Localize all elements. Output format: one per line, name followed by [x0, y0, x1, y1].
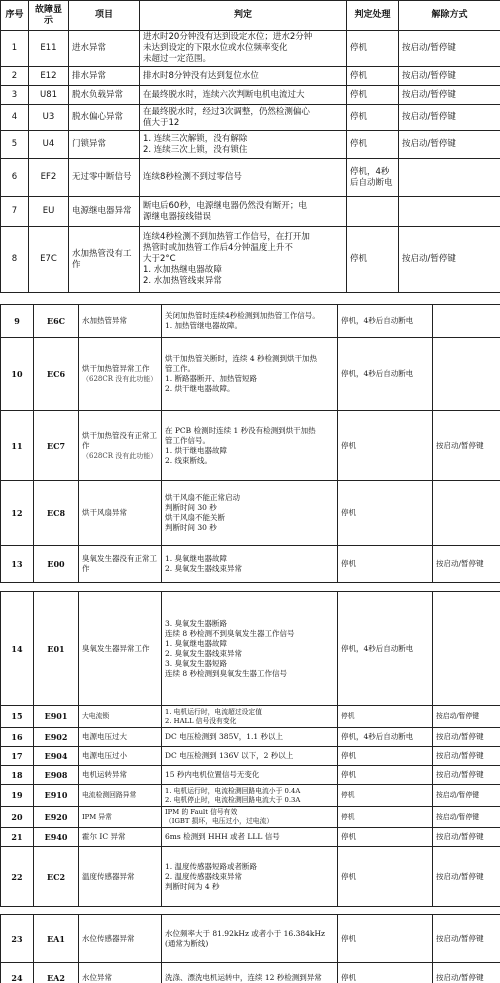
judge-line: 2. 温度传感器线束异常 — [165, 871, 243, 881]
judge-line: 1. 臭氧继电器故障 — [165, 554, 228, 563]
fault-table-3-grid — [0, 591, 500, 907]
cell-action: 停机 — [338, 847, 433, 907]
cell-judge — [162, 915, 338, 963]
cell-judge — [162, 728, 338, 747]
table-row — [1, 807, 500, 828]
item-note: （628CR 没有此功能） — [82, 451, 158, 460]
judge-line: 2. 线束断线。 — [165, 455, 213, 465]
cell-judge — [162, 847, 338, 907]
cell-release: 按启动/暂停键 — [399, 131, 500, 159]
cell-item — [79, 785, 162, 807]
table-row — [1, 481, 500, 546]
cell-code: EC7 — [34, 411, 79, 481]
cell-no: 3 — [1, 86, 29, 105]
cell-action: 停机 — [338, 411, 433, 481]
cell-item — [79, 847, 162, 907]
judge-line: 1. 烘干继电器故障 — [165, 445, 228, 455]
cell-item — [79, 747, 162, 766]
cell-release: 按启动/暂停键 — [399, 227, 500, 293]
item-label: 排水异常 — [72, 70, 107, 81]
header-judge: 判定 — [140, 1, 347, 31]
cell-judge — [162, 481, 338, 546]
cell-action: 停机 — [338, 963, 433, 983]
cell-code: EF2 — [29, 159, 69, 197]
judge-line: DC 电压检测到 385V，1.1 秒以上 — [165, 732, 284, 741]
judge-line: 排水时8分钟没有达到复位水位 — [143, 70, 259, 81]
judge-line: 大于2°C — [143, 254, 176, 264]
cell-action: 停机，4秒后自动断电 — [347, 159, 399, 197]
judge-line: 未达到设定的下限水位或水位频率变化 — [143, 43, 288, 53]
item-label: 烘干加热管异常工作 — [82, 364, 150, 373]
judge-line: 15 秒内电机位置信号无变化 — [165, 770, 260, 779]
cell-code: E7C — [29, 227, 69, 293]
table-row — [1, 747, 500, 766]
judge-line: 1. 加热管继电器故障。 — [165, 321, 243, 330]
cell-code: EU — [29, 197, 69, 227]
table-row — [1, 766, 500, 785]
cell-item — [79, 807, 162, 828]
judge-line: 连续 8 秒检测不到臭氧发生器工作信号 — [165, 628, 295, 638]
cell-release: 按启动/暂停键 — [433, 847, 500, 907]
cell-no: 23 — [1, 915, 34, 963]
cell-item — [69, 197, 140, 227]
cell-judge — [162, 338, 338, 411]
cell-judge — [140, 86, 347, 105]
table-row — [1, 411, 500, 481]
cell-no: 1 — [1, 31, 29, 67]
cell-action: 停机 — [338, 828, 433, 847]
cell-code: U3 — [29, 105, 69, 131]
cell-judge — [162, 706, 338, 728]
judge-line: 连续8秒检测不到过零信号 — [143, 172, 242, 182]
cell-no: 2 — [1, 67, 29, 86]
cell-action: 停机，4秒后自动断电 — [338, 338, 433, 411]
fault-table-2 — [0, 304, 500, 586]
judge-line: 水位频率大于 81.92kHz 或者小于 16.384kHz — [165, 928, 325, 938]
cell-release: 按启动/暂停键 — [433, 706, 500, 728]
judge-line: DC 电压检测到 136V 以下，2 秒以上 — [165, 751, 294, 760]
cell-code: EC2 — [34, 847, 79, 907]
cell-judge — [162, 546, 338, 583]
cell-code: E901 — [34, 706, 79, 728]
cell-judge — [162, 747, 338, 766]
cell-action: 停机 — [347, 67, 399, 86]
cell-action: 停机 — [338, 706, 433, 728]
judge-line: 热管时或加热管工作后4分钟温度上升不 — [143, 243, 293, 253]
cell-code: E11 — [29, 31, 69, 67]
cell-release — [433, 338, 500, 411]
judge-line: (通常为断线) — [165, 938, 209, 948]
cell-no: 15 — [1, 706, 34, 728]
cell-no: 24 — [1, 963, 34, 983]
cell-code: E12 — [29, 67, 69, 86]
item-label: IPM 异常 — [82, 812, 112, 821]
cell-code: U81 — [29, 86, 69, 105]
table-row — [1, 546, 500, 583]
cell-release: 按启动/暂停键 — [433, 766, 500, 785]
cell-code: E920 — [34, 807, 79, 828]
cell-release: 按启动/暂停键 — [399, 67, 500, 86]
cell-action — [347, 197, 399, 227]
cell-action: 停机 — [347, 227, 399, 293]
item-label: 门锁异常 — [72, 139, 107, 149]
cell-action: 停机 — [347, 131, 399, 159]
judge-line: 在 PCB 检测时连续 1 秒没有检测到烘干加热 — [165, 425, 316, 435]
cell-code: EA2 — [34, 963, 79, 983]
cell-no: 18 — [1, 766, 34, 785]
table-row — [1, 227, 500, 293]
judge-line: 6ms 检测到 HHH 或者 LLL 信号 — [165, 832, 280, 841]
judge-line: 2. 烘干继电器故障。 — [165, 384, 235, 393]
cell-code: E910 — [34, 785, 79, 807]
cell-judge — [140, 227, 347, 293]
cell-no: 9 — [1, 305, 34, 338]
cell-release: 按启动/暂停键 — [433, 963, 500, 983]
cell-code: U4 — [29, 131, 69, 159]
cell-no: 21 — [1, 828, 34, 847]
cell-no: 6 — [1, 159, 29, 197]
cell-no: 4 — [1, 105, 29, 131]
cell-judge — [140, 197, 347, 227]
judge-line: 1. 温度传感器短路或者断路 — [165, 861, 258, 871]
item-label: 臭氧发生器异常工作 — [82, 643, 150, 653]
cell-no: 16 — [1, 728, 34, 747]
cell-item — [79, 546, 162, 583]
cell-action: 停机，4秒后自动断电 — [338, 592, 433, 706]
table-row — [1, 338, 500, 411]
item-label: 大电流锁 — [82, 712, 110, 720]
cell-item — [79, 592, 162, 706]
item-label: 进水异常 — [72, 43, 107, 53]
header-code: 故障显示 — [29, 1, 69, 31]
judge-line: （IGBT 损坏，电压过小，过电流） — [165, 817, 274, 825]
fault-table-3 — [0, 591, 500, 908]
judge-line: 判断时间 30 秒 — [165, 503, 217, 512]
cell-release: 按启动/暂停键 — [399, 86, 500, 105]
cell-item — [79, 305, 162, 338]
cell-judge — [140, 159, 347, 197]
item-label: 脱水偏心异常 — [72, 112, 124, 122]
cell-item — [69, 159, 140, 197]
cell-no: 5 — [1, 131, 29, 159]
item-label: 水位传感器异常 — [82, 933, 135, 943]
table-row — [1, 105, 500, 131]
header-no: 序号 — [1, 1, 29, 31]
fault-table-4-grid — [0, 914, 500, 983]
table-row — [1, 67, 500, 86]
judge-line: 在最终脱水时，连续六次判断电机电流过大 — [143, 89, 305, 100]
judge-line: 2. 臭氧发生器线束异常 — [165, 648, 243, 658]
cell-release: 按启动/暂停键 — [399, 105, 500, 131]
judge-line: IPM 的 Fault 信号有效 — [165, 808, 238, 816]
judge-line: 2. 连续三次上锁，没有锁住 — [143, 144, 248, 155]
cell-no: 19 — [1, 785, 34, 807]
header-release: 解除方式 — [399, 1, 500, 31]
cell-judge — [162, 305, 338, 338]
cell-item — [79, 915, 162, 963]
cell-no: 14 — [1, 592, 34, 706]
cell-action: 停机 — [338, 747, 433, 766]
cell-release — [433, 481, 500, 546]
cell-code: E00 — [34, 546, 79, 583]
cell-release — [433, 592, 500, 706]
judge-line: 关闭加热管时连续4秒检测到加热管工作信号。 — [165, 311, 320, 320]
cell-item — [69, 86, 140, 105]
fault-table-1-grid — [0, 0, 500, 293]
cell-item — [79, 481, 162, 546]
table-row — [1, 197, 500, 227]
cell-no: 17 — [1, 747, 34, 766]
table-row — [1, 847, 500, 907]
item-label: 水加热管没有工作 — [72, 248, 132, 270]
judge-line: 管工作。 — [165, 364, 195, 373]
cell-release: 按启动/暂停键 — [433, 747, 500, 766]
judge-line: 1. 连续三次解锁，没有解除 — [143, 133, 248, 144]
table-row — [1, 86, 500, 105]
fault-table-4 — [0, 914, 500, 983]
cell-item — [79, 411, 162, 481]
table-row — [1, 963, 500, 983]
judge-line: 2. 电机停止时，电流检测回路电流大于 0.3A — [165, 795, 301, 804]
fault-table-1 — [0, 0, 500, 296]
judge-line: 烘干风扇不能正常启动 — [165, 493, 240, 502]
item-label: 电源电压过小 — [82, 751, 127, 760]
cell-item — [69, 31, 140, 67]
cell-action: 停机 — [338, 785, 433, 807]
cell-code: E904 — [34, 747, 79, 766]
cell-release: 按启动/暂停键 — [433, 785, 500, 807]
cell-item — [69, 105, 140, 131]
judge-line: 进水时20分钟没有达到设定水位；进水2分钟 — [143, 32, 313, 42]
item-label: 脱水负载异常 — [72, 89, 124, 100]
cell-judge — [162, 828, 338, 847]
cell-no: 22 — [1, 847, 34, 907]
cell-judge — [140, 31, 347, 67]
cell-release: 按启动/暂停键 — [433, 546, 500, 583]
judge-line: 连续4秒检测不到加热管工作信号，在打开加 — [143, 232, 310, 242]
cell-item — [79, 828, 162, 847]
cell-release: 按启动/暂停键 — [433, 728, 500, 747]
cell-action: 停机 — [347, 105, 399, 131]
cell-judge — [140, 105, 347, 131]
cell-judge — [162, 766, 338, 785]
judge-line: 烘干加热管关断时，连续 4 秒检测到烘干加热 — [165, 354, 318, 363]
cell-code: EC6 — [34, 338, 79, 411]
table-row — [1, 728, 500, 747]
cell-release: 按启动/暂停键 — [433, 411, 500, 481]
cell-judge — [162, 963, 338, 983]
judge-line: 2. 臭氧发生器线束异常 — [165, 564, 243, 573]
cell-code: E908 — [34, 766, 79, 785]
cell-no: 8 — [1, 227, 29, 293]
table-row — [1, 785, 500, 807]
cell-no: 20 — [1, 807, 34, 828]
item-label: 烘干风扇异常 — [82, 508, 127, 517]
table-row — [1, 828, 500, 847]
cell-action: 停机 — [338, 915, 433, 963]
cell-action: 停机 — [347, 31, 399, 67]
cell-release — [399, 197, 500, 227]
table-row — [1, 305, 500, 338]
cell-item — [69, 131, 140, 159]
cell-release: 按启动/暂停键 — [433, 828, 500, 847]
item-label: 电源电压过大 — [82, 732, 127, 741]
judge-line: 2. 水加热管线束异常 — [143, 276, 222, 286]
cell-code: E940 — [34, 828, 79, 847]
item-note: （628CR 没有此功能） — [82, 375, 158, 383]
cell-item — [79, 766, 162, 785]
cell-no: 12 — [1, 481, 34, 546]
cell-action: 停机，4秒后自动断电 — [338, 728, 433, 747]
item-label: 烘干加热管没有正常工作 — [82, 430, 157, 450]
table-row — [1, 131, 500, 159]
cell-release: 按启动/暂停键 — [433, 807, 500, 828]
item-label: 电流检测回路异常 — [82, 791, 137, 799]
item-label: 电机运转异常 — [82, 770, 127, 779]
cell-no: 7 — [1, 197, 29, 227]
cell-code: EC8 — [34, 481, 79, 546]
item-label: 水加热管异常 — [82, 316, 127, 325]
judge-line: 1. 水加热继电器故障 — [143, 265, 222, 275]
cell-release — [399, 159, 500, 197]
judge-line: 3. 臭氧发生器断路 — [165, 618, 228, 628]
judge-line: 2. HALL 信号没有变化 — [165, 716, 237, 725]
judge-line: 1. 电机运行时，电流检测回路电流小于 0.4A — [165, 786, 301, 795]
item-label: 霍尔 IC 异常 — [82, 832, 126, 841]
judge-line: 烘干风扇不能关断 — [165, 513, 225, 522]
table-row — [1, 592, 500, 706]
judge-line: 值大于12 — [143, 117, 180, 128]
cell-no: 13 — [1, 546, 34, 583]
table-row — [1, 159, 500, 197]
cell-judge — [162, 592, 338, 706]
cell-judge — [140, 131, 347, 159]
cell-no: 10 — [1, 338, 34, 411]
cell-code: EA1 — [34, 915, 79, 963]
cell-item — [69, 227, 140, 293]
cell-judge — [162, 807, 338, 828]
fault-table-2-grid — [0, 304, 500, 583]
cell-code: E6C — [34, 305, 79, 338]
cell-code: E902 — [34, 728, 79, 747]
cell-action: 停机 — [347, 86, 399, 105]
cell-action: 停机，4秒后自动断电 — [338, 305, 433, 338]
table-row — [1, 706, 500, 728]
cell-code: E01 — [34, 592, 79, 706]
item-label: 温度传感器异常 — [82, 871, 135, 881]
cell-item — [79, 963, 162, 983]
header-action: 判定处理 — [347, 1, 399, 31]
cell-action: 停机 — [338, 481, 433, 546]
cell-action: 停机 — [338, 766, 433, 785]
judge-line: 1. 臭氧继电器故障 — [165, 638, 228, 648]
cell-item — [69, 67, 140, 86]
cell-item — [79, 728, 162, 747]
cell-item — [79, 338, 162, 411]
cell-no: 11 — [1, 411, 34, 481]
judge-line: 洗涤、漂洗电机运转中，连续 12 秒检测到异常 — [165, 972, 322, 982]
item-label: 水位异常 — [82, 972, 112, 982]
cell-release — [433, 305, 500, 338]
cell-release: 按启动/暂停键 — [399, 31, 500, 67]
item-label: 臭氧发生器没有正常工作 — [82, 554, 157, 573]
judge-line: 管工作信号。 — [165, 435, 210, 445]
table-row — [1, 31, 500, 67]
header-item: 项目 — [69, 1, 140, 31]
cell-judge — [162, 785, 338, 807]
item-label: 无过零中断信号 — [72, 172, 132, 182]
item-label: 电源继电器异常 — [72, 206, 132, 216]
judge-line: 在最终脱水时，经过3次调整，仍然检测偏心 — [143, 106, 310, 117]
cell-judge — [140, 67, 347, 86]
judge-line: 连续 8 秒检测到臭氧发生器工作信号 — [165, 668, 288, 678]
cell-release: 按启动/暂停键 — [433, 915, 500, 963]
judge-line: 1. 电机运行时，电流超过设定值 — [165, 707, 263, 716]
judge-line: 未超过一定范围。 — [143, 54, 212, 64]
judge-line: 断电后60秒，电源继电器仍然没有断开；电 — [143, 200, 307, 211]
judge-line: 3. 臭氧发生器短路 — [165, 658, 228, 668]
judge-line: 判断时间 30 秒 — [165, 523, 217, 532]
cell-action: 停机 — [338, 807, 433, 828]
cell-judge — [162, 411, 338, 481]
judge-line: 判断时间为 4 秒 — [165, 881, 220, 891]
cell-action: 停机 — [338, 546, 433, 583]
cell-item — [79, 706, 162, 728]
judge-line: 源继电器接线错误 — [143, 211, 212, 222]
table-row — [1, 915, 500, 963]
judge-line: 1. 断路器断开、加热管短路 — [165, 374, 258, 383]
